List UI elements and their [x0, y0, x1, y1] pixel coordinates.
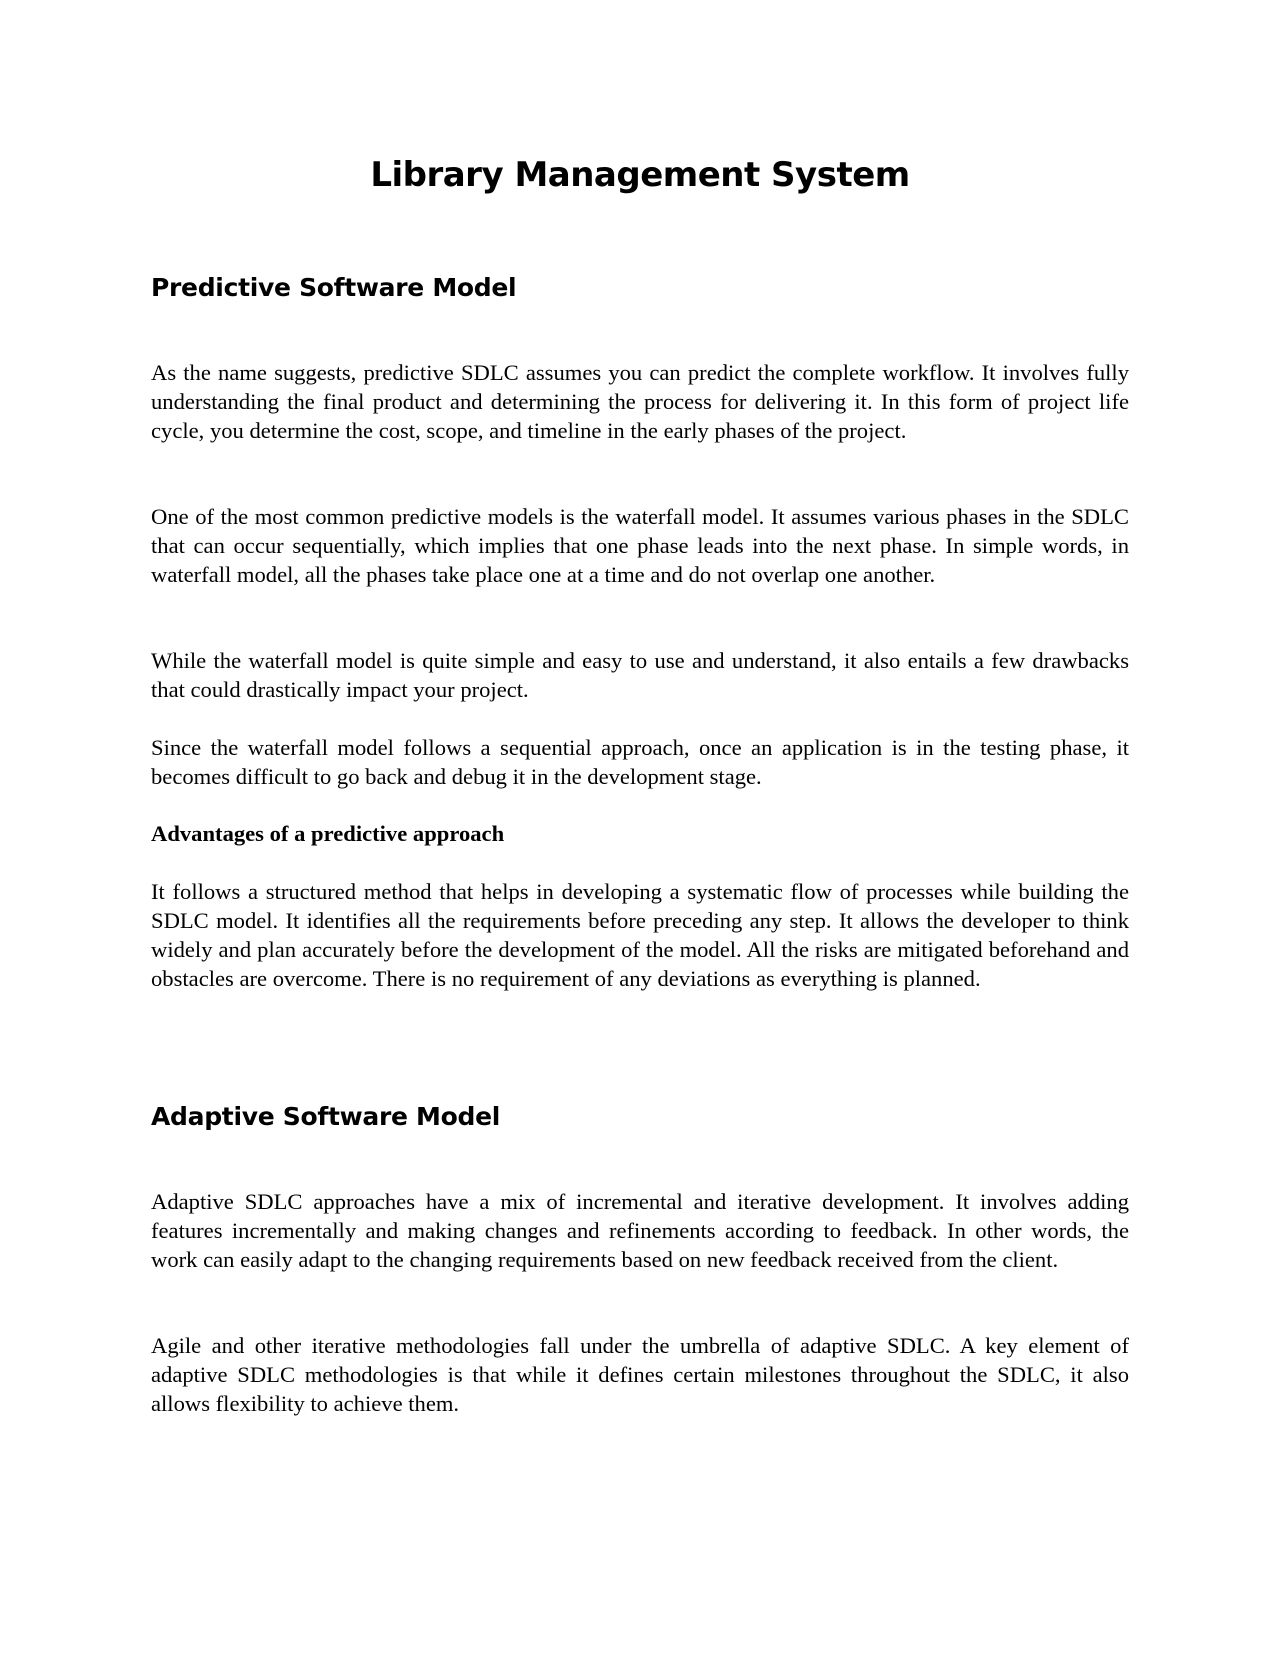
document-title: Library Management System: [370, 155, 910, 195]
predictive-paragraph-4: Since the waterfall model follows a sequential approach, once an application is in the testing phase, it becomes difficult to go back and debug it in the development stage.: [151, 735, 1129, 789]
predictive-paragraph-1: As the name suggests, predictive SDLC assumes you can predict the complete workflow. It involves fully understanding the final product and determining the process for delivering it. In this form of project life cycle, you determine the cost, scope, and timeline in the early phases of the project.: [151, 360, 1129, 443]
adaptive-paragraph-1: Adaptive SDLC approaches have a mix of incremental and iterative development. It involves adding features incrementally and making changes and refinements according to feedback. In other words, the work can easily adapt to the changing requirements based on new feedback received from the client.: [151, 1189, 1129, 1272]
predictive-paragraph-3: While the waterfall model is quite simple and easy to use and understand, it also entails a few drawbacks that could drastically impact your project.: [151, 648, 1129, 702]
predictive-model-heading: Predictive Software Model: [151, 273, 517, 302]
advantages-paragraph: It follows a structured method that helps in developing a systematic flow of processes while building the SDLC model. It identifies all the requirements before preceding any step. It allows the developer to think widely and plan accurately before the development of the model. All the risks are mitigated beforehand and obstacles are overcome. There is no requirement of any deviations as everything is planned.: [151, 879, 1129, 991]
predictive-paragraph-2: One of the most common predictive models is the waterfall model. It assumes various phases in the SDLC that can occur sequentially, which implies that one phase leads into the next phase. In simple words, in waterfall model, all the phases take place one at a time and do not overlap one another.: [151, 504, 1129, 587]
adaptive-paragraph-2: Agile and other iterative methodologies fall under the umbrella of adaptive SDLC. A key element of adaptive SDLC methodologies is that while it defines certain milestones throughout the SDLC, it also allows flexibility to achieve them.: [151, 1333, 1129, 1416]
advantages-heading: Advantages of a predictive approach: [151, 821, 505, 846]
adaptive-model-heading: Adaptive Software Model: [151, 1102, 501, 1131]
